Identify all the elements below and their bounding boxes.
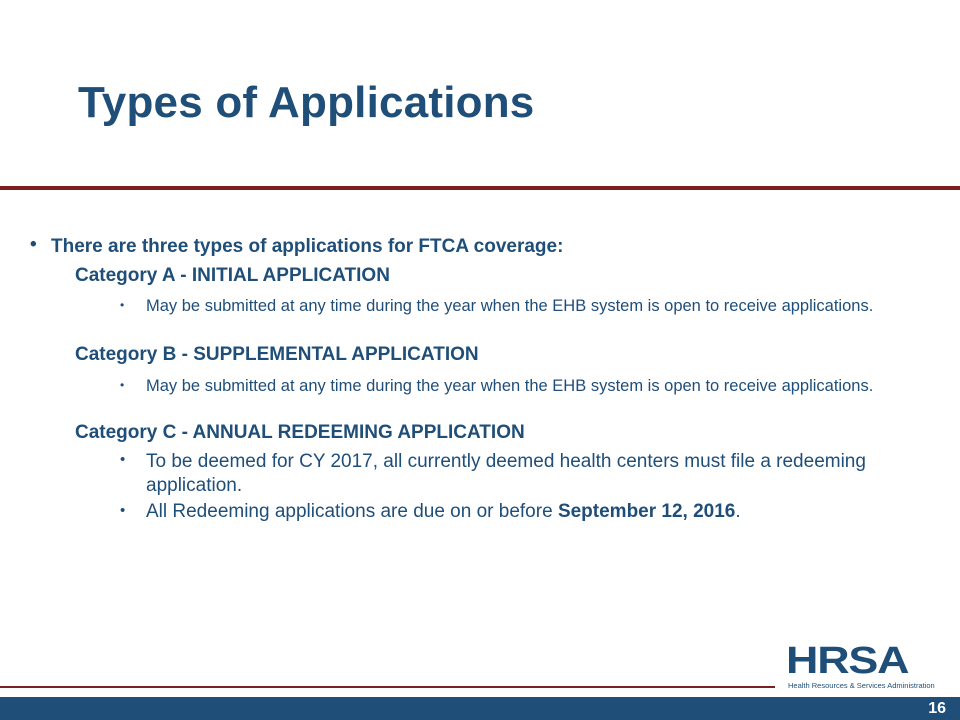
bullet-dot: • — [120, 298, 125, 312]
hrsa-logo — [786, 640, 935, 692]
deadline-date: September 12, 2016 — [557, 501, 736, 522]
bullet-dot: • — [120, 378, 125, 392]
footer-divider — [0, 686, 775, 688]
bullet-dot: • — [30, 234, 37, 255]
category-c-heading: Category C - ANNUAL REDEEMING APPLICATION — [75, 422, 525, 443]
category-b-point: May be submitted at any time during the year when the EHB system is open to receive applications. — [146, 377, 874, 395]
logo-wordmark: HRSA — [786, 640, 909, 682]
page-number: 16 — [928, 700, 946, 717]
category-a-heading: Category A - INITIAL APPLICATION — [75, 265, 390, 286]
bullet-dot: • — [120, 451, 126, 468]
footer-bar — [0, 697, 960, 720]
logo-subtitle: Health Resources & Services Administration — [788, 681, 935, 690]
category-a-point: May be submitted at any time during the year when the EHB system is open to receive applications. — [146, 297, 874, 315]
intro-text: There are three types of applications for FTCA coverage: — [51, 236, 564, 257]
deadline-suffix: . — [735, 501, 741, 522]
category-c-point-2 — [146, 500, 926, 524]
category-c-point-1: To be deemed for CY 2017, all currently deemed health centers must file a redeeming application. — [146, 451, 866, 496]
slide-title: Types of Applications — [78, 78, 535, 127]
title-divider — [0, 186, 960, 190]
bullet-dot: • — [120, 502, 126, 519]
category-b-heading: Category B - SUPPLEMENTAL APPLICATION — [75, 344, 479, 365]
deadline-lead: All Redeeming applications are due on or before — [146, 501, 558, 522]
